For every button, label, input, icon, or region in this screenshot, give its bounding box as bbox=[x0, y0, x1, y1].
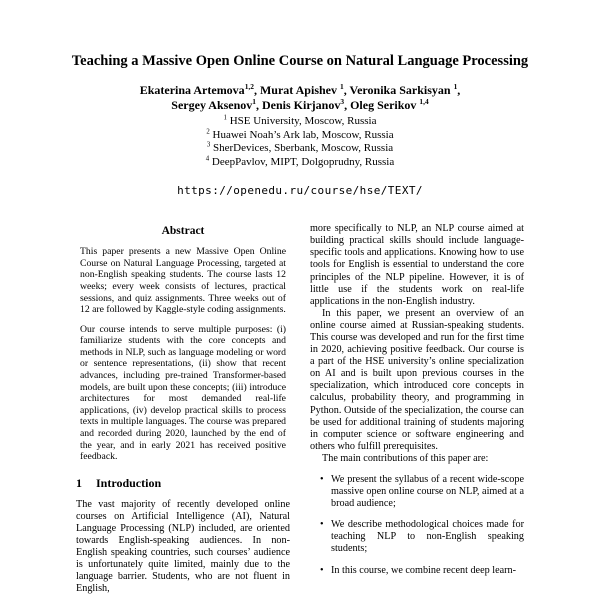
section-number: 1 bbox=[76, 475, 82, 490]
two-column-body bbox=[76, 223, 524, 595]
author: Murat Apishev $^1$, bbox=[259, 82, 350, 98]
affiliations bbox=[0, 115, 600, 169]
course-url-link[interactable]: https://openedu.ru/course/hse/TEXT/ bbox=[177, 184, 423, 198]
introduction-paragraph-1: The vast majority of recently developed online courses on Artificial Intelligence (AI), Natural Language Processing (NLP) included, are oriented towards English-speaking audiences. In non-English speaking countries, such courses’ audience is unfortunately quite limited, mainly due to the language barrier. Students, who are not fluent in English, bbox=[76, 498, 290, 595]
author: Oleg Serikov $^{1,4}$ bbox=[350, 97, 429, 113]
abstract-paragraph-2: Our course intends to serve multiple purposes: (i) familiarize students with the core concepts and methods in NLP, such as language modeling or word or sentence representations, (ii) show that recent advances, including pre-trained Transformer-based models, are built upon these concepts; (iii) introduce architectures for most demanded real-life applications, (iv) develop practical skills to process texts in multiple languages. The course was prepared and recorded during 2020, launched by the end of the year, and in early 2021 has received positive feedback. bbox=[80, 323, 286, 463]
author: Veronika Sarkisyan $^1$, bbox=[349, 82, 461, 98]
author-line-1 bbox=[0, 83, 600, 98]
contribution-item: • We describe methodological choices made for teaching NLP to non-English speaking students; bbox=[320, 519, 524, 555]
contribution-item: • We present the syllabus of a recent wide-scope massive open online course on NLP, aimed at a broad audience; bbox=[320, 474, 524, 510]
affiliation-line: $^3$ SherDevices, Sberbank, Moscow, Russia bbox=[206, 141, 394, 155]
author: Denis Kirjanov$^3$, bbox=[262, 97, 351, 113]
abstract-paragraph-1: This paper presents a new Massive Open Online Course on Natural Language Processing, targeted at non-English speaking students. The course lasts 12 weeks; every week consists of lectures, practical sessions, and quiz assignments. Three weeks out of 12 are followed by Kaggle-style coding assignments. bbox=[80, 246, 286, 316]
section-heading-introduction bbox=[76, 476, 290, 491]
paper-title: Teaching a Massive Open Online Course on Natural Language Processing bbox=[71, 53, 529, 69]
affiliation-line: $^4$ DeepPavlov, MIPT, Dolgoprudny, Russia bbox=[205, 154, 395, 168]
contributions-list bbox=[310, 474, 524, 577]
section-title: Introduction bbox=[96, 475, 162, 490]
right-paragraph-2: In this paper, we present an overview of an online course aimed at Russian-speaking students. This course was developed and run for the first time in 2020, achieving positive feedback. Our course is a part of the HSE university’s online specialization on AI and is built upon previous courses in the specialization, which introduced core concepts in calculus, probability theory, and programming in Python. Outside of the specialization, the course can be used for additional training of students majoring in computer science or software engineering and others who fulfill prerequisites. bbox=[310, 307, 524, 452]
contributions-lead: The main contributions of this paper are: bbox=[322, 452, 489, 464]
author: Ekaterina Artemova$^{1,2}$, bbox=[139, 82, 260, 98]
author: Sergey Aksenov$^1$, bbox=[171, 97, 263, 113]
affiliation-line: $^1$ HSE University, Moscow, Russia bbox=[223, 114, 377, 128]
abstract-heading: Abstract bbox=[161, 225, 205, 238]
contribution-item: • In this course, we combine recent deep learn- bbox=[320, 565, 524, 577]
left-column bbox=[76, 223, 290, 595]
author-line-2 bbox=[0, 98, 600, 113]
right-column bbox=[310, 223, 524, 595]
affiliation-line: $^2$ Huawei Noah’s Ark lab, Moscow, Russia bbox=[206, 127, 394, 141]
right-paragraph-1: more specifically to NLP, an NLP course aimed at building practical skills should include language-specific tools and applications. Knowing how to use tools for English is essential to understand the core principles of the NLP pipeline. However, it is of little use if the students work on real-life applications in the non-English industry. bbox=[310, 223, 524, 307]
